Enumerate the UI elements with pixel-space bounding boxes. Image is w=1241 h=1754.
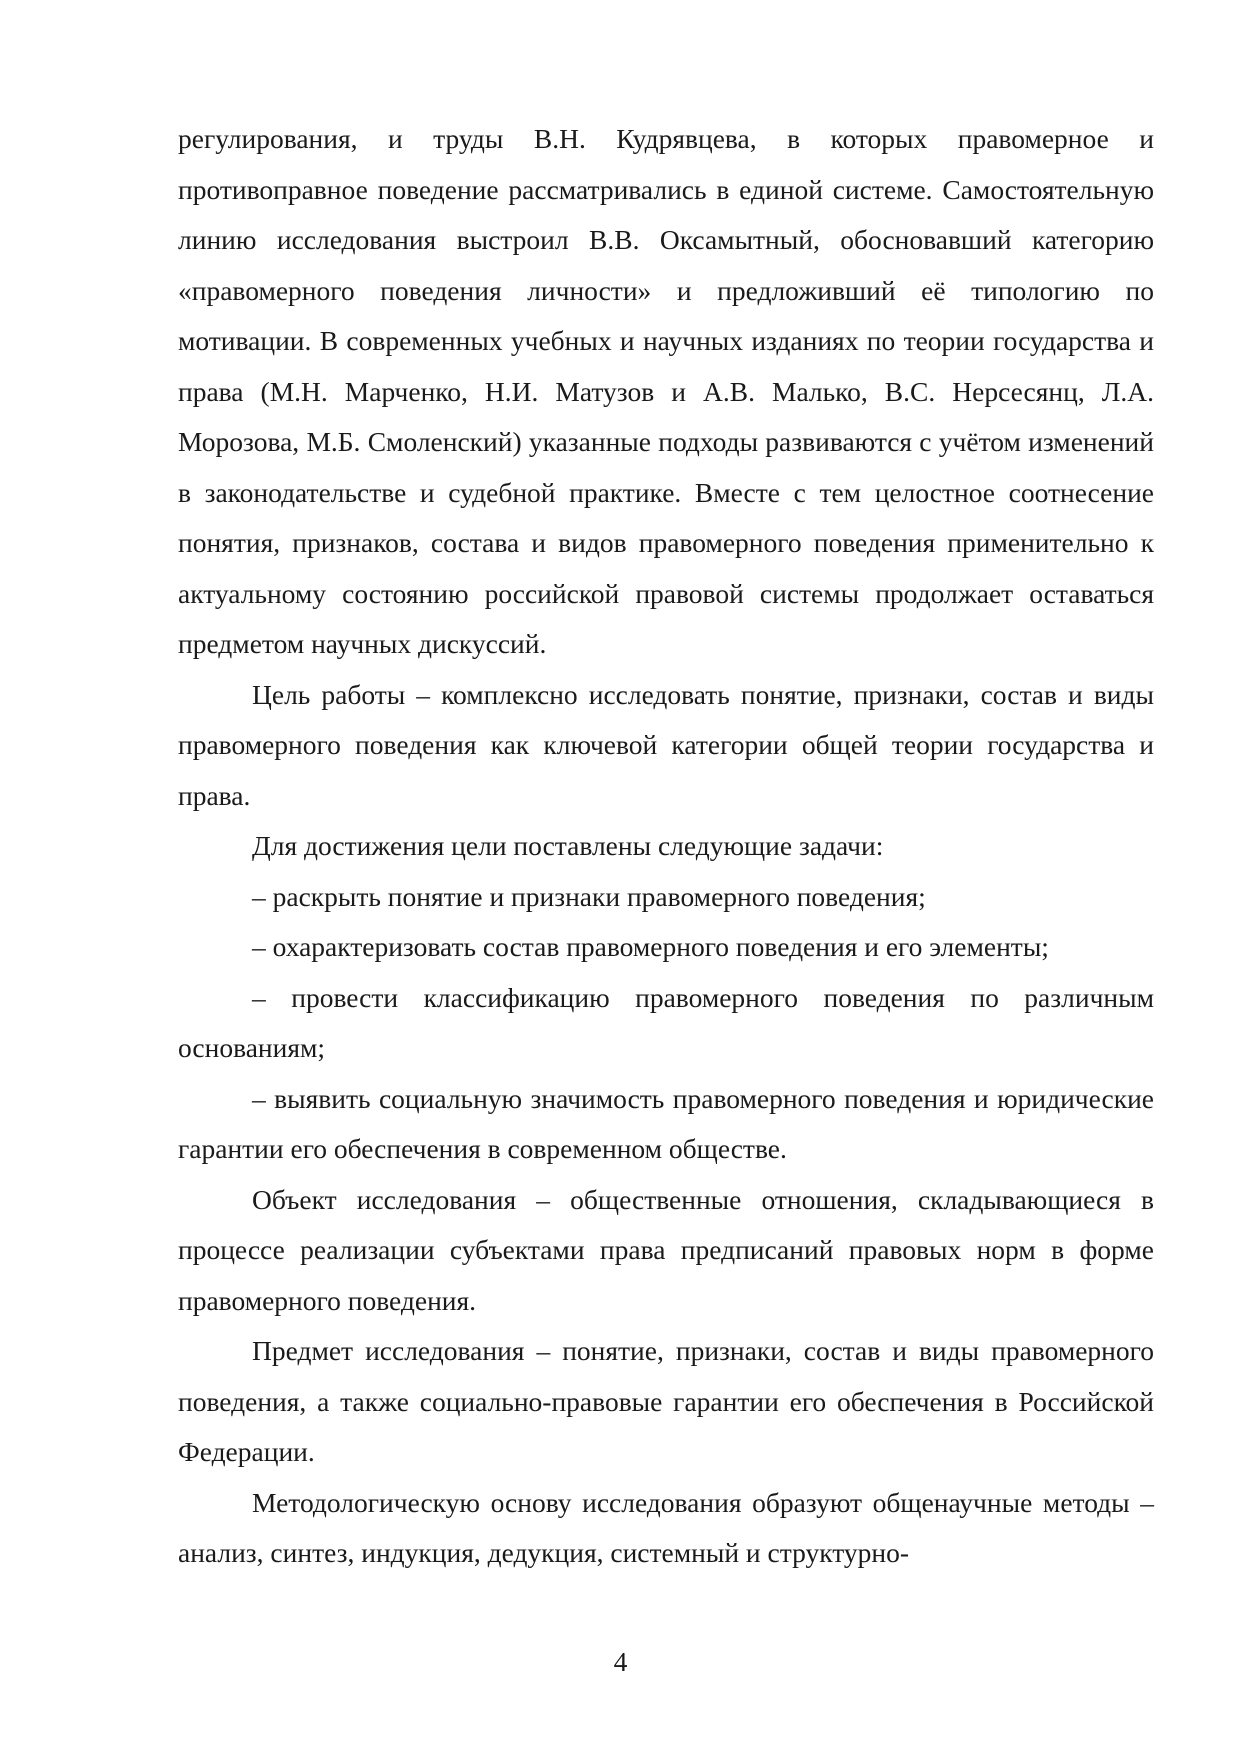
page-number: 4	[613, 1646, 628, 1677]
paragraph-object: Объект исследования – общественные отношения, складывающиеся в процессе реализации субъектами права предписаний правовых норм в форме правомерного поведения.	[178, 1183, 1154, 1316]
page-text-body	[178, 114, 1154, 1579]
paragraph-2: Цель работы – комплексно исследовать понятие, признаки, состав и виды правомерного поведения как ключевой категории общей теории государства и права.	[178, 678, 1154, 811]
task-item-3: – провести классификацию правомерного поведения по различным основаниям;	[178, 981, 1154, 1063]
paragraph-3: Для достижения цели поставлены следующие задачи:	[252, 830, 884, 861]
paragraph-methodology: Методологическую основу исследования образуют общенаучные методы – анализ, синтез, индукция, дедукция, системный и структурно-	[178, 1486, 1154, 1568]
paragraph-1: регулирования, и труды В.Н. Кудрявцева, в которых правомерное и противоправное поведение рассматривались в единой системе. Самостоятельную линию исследования выстроил В.В. Оксамытный, обосновавший категорию «правомерного поведения личности» и предложивший её типологию по мотивации. В современных учебных и научных изданиях по теории государства и права (М.Н. Марченко, Н.И. Матузов и А.В. Малько, В.С. Нерсесянц, Л.А. Морозова, М.Б. Смоленский) указанные подходы развиваются с учётом изменений в законодательстве и судебной практике. Вместе с тем целостное соотнесение понятия, признаков, состава и видов правомерного поведения применительно к актуальному состоянию российской правовой системы продолжает оставаться предметом научных дискуссий.	[178, 123, 1154, 659]
task-item-4: – выявить социальную значимость правомерного поведения и юридические гарантии его обеспечения в современном обществе.	[178, 1082, 1154, 1164]
task-item-1: – раскрыть понятие и признаки правомерного поведения;	[252, 880, 926, 912]
task-item-2: – охарактеризовать состав правомерного поведения и его элементы;	[252, 931, 1049, 962]
paragraph-subject: Предмет исследования – понятие, признаки, состав и виды правомерного поведения, а также социально-правовые гарантии его обеспечения в Российской Федерации.	[178, 1335, 1154, 1467]
